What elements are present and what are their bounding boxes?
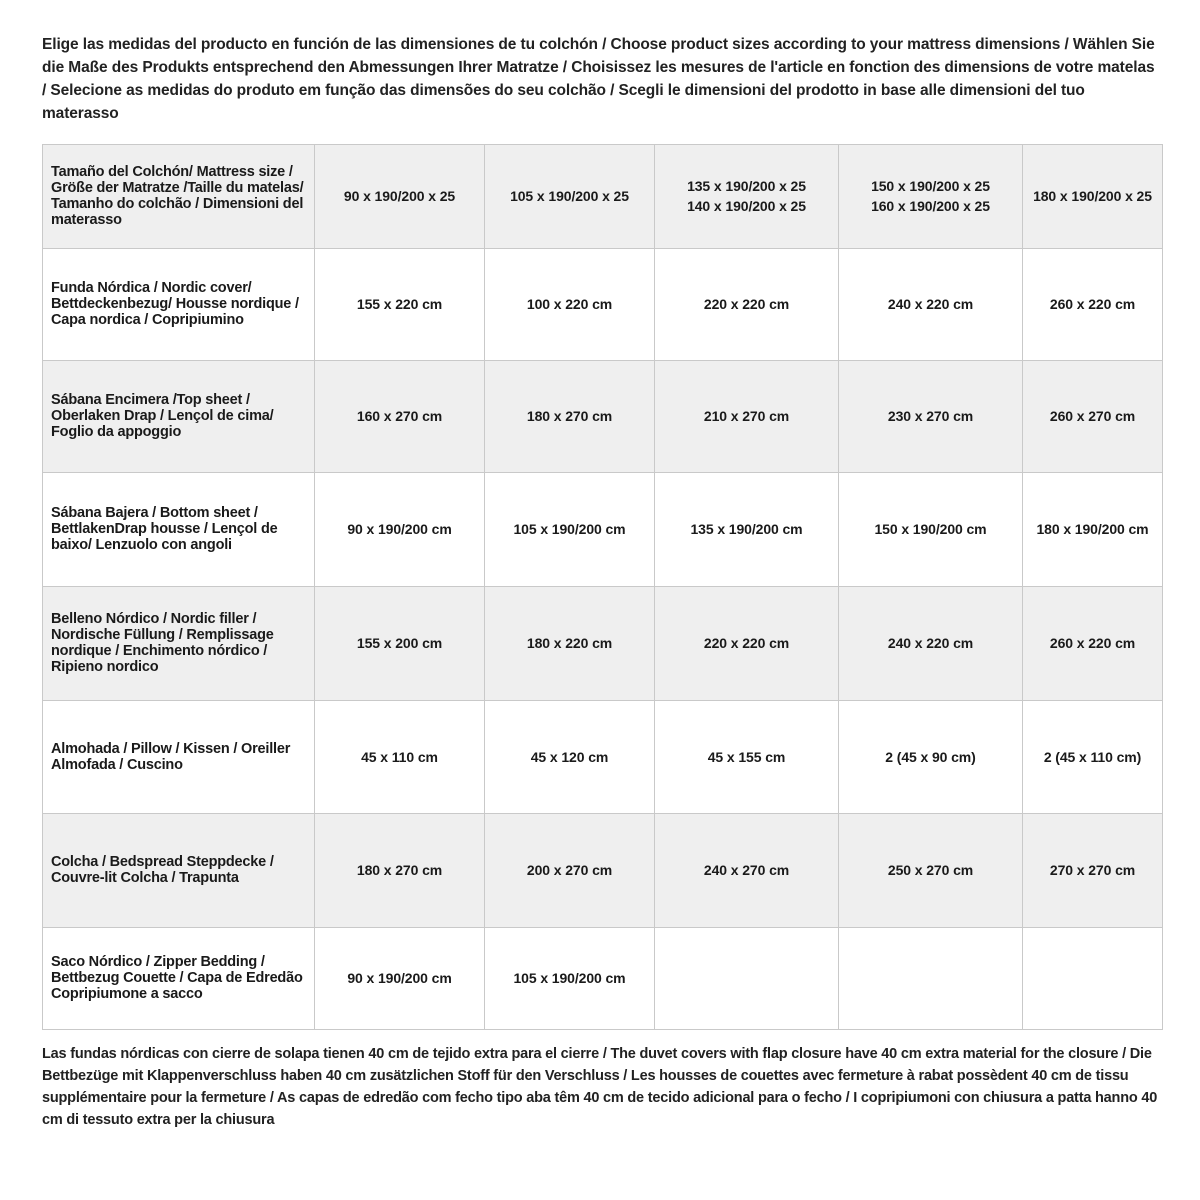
row-value: 155 x 200 cm [315,586,485,700]
row-value: 180 x 190/200 cm [1023,472,1163,586]
header-col-3-line1: 150 x 190/200 x 25 [871,177,990,194]
row-value: 200 x 270 cm [485,813,655,927]
row-value: 155 x 220 cm [315,248,485,360]
intro-text: Elige las medidas del producto en función de las dimensiones de tu colchón / Choose product sizes according to your mattress dimensions / Wählen Sie die Maße des Produkts entsprechend den Abmessungen Ihrer Matratze / Choisissez les mesures de l'article en fonction des dimensions de votre matelas / Selecione as medidas do produto em função das dimensões do seu colchão / Scegli le dimensioni del prodotto in base alle dimensioni del tuo materasso [42,36,1155,122]
row-value [655,927,839,1029]
row-value: 180 x 270 cm [315,813,485,927]
row-value: 150 x 190/200 cm [839,472,1023,586]
header-col-1 [485,144,655,248]
header-col-2-line1: 135 x 190/200 x 25 [687,177,806,194]
header-label: Tamaño del Colchón/ Mattress size / Größe der Matratze /Taille du matelas/ Tamanho do colchão / Dimensioni del materasso [43,144,315,248]
row-label: Sábana Bajera / Bottom sheet / BettlakenDrap housse / Lençol de baixo/ Lenzuolo con angoli [43,472,315,586]
table-row [43,472,1163,586]
row-value: 135 x 190/200 cm [655,472,839,586]
row-label: Sábana Encimera /Top sheet / Oberlaken Drap / Lençol de cima/ Foglio da appoggio [43,360,315,472]
table-row [43,360,1163,472]
table-header-row [43,144,1163,248]
row-value: 250 x 270 cm [839,813,1023,927]
row-value: 2 (45 x 90 cm) [839,700,1023,813]
row-value: 260 x 220 cm [1023,586,1163,700]
row-value [1023,927,1163,1029]
row-value: 240 x 220 cm [839,586,1023,700]
header-col-3-line2: 160 x 190/200 x 25 [871,198,990,215]
table-row [43,248,1163,360]
row-label: Almohada / Pillow / Kissen / Oreiller Almofada / Cuscino [43,700,315,813]
row-value: 240 x 270 cm [655,813,839,927]
row-value: 90 x 190/200 cm [315,472,485,586]
row-value: 45 x 155 cm [655,700,839,813]
row-value: 230 x 270 cm [839,360,1023,472]
row-label: Saco Nórdico / Zipper Bedding / Bettbezug Couette / Capa de Edredão Copripiumone a sacco [43,927,315,1029]
row-label: Belleno Nórdico / Nordic filler / Nordische Füllung / Remplissage nordique / Enchimento nórdico / Ripieno nordico [43,586,315,700]
table-row [43,813,1163,927]
row-value: 180 x 270 cm [485,360,655,472]
row-value: 260 x 270 cm [1023,360,1163,472]
row-value: 2 (45 x 110 cm) [1023,700,1163,813]
table-row [43,700,1163,813]
header-col-3 [839,144,1023,248]
header-col-0 [315,144,485,248]
row-value: 90 x 190/200 cm [315,927,485,1029]
header-col-4-line1: 180 x 190/200 x 25 [1033,188,1152,205]
row-value: 105 x 190/200 cm [485,472,655,586]
table-row [43,927,1163,1029]
row-value: 105 x 190/200 cm [485,927,655,1029]
row-value: 210 x 270 cm [655,360,839,472]
row-value: 260 x 220 cm [1023,248,1163,360]
header-col-1-line1: 105 x 190/200 x 25 [510,188,629,205]
header-col-4 [1023,144,1163,248]
header-col-0-line1: 90 x 190/200 x 25 [343,188,456,205]
footnote-text: Las fundas nórdicas con cierre de solapa tienen 40 cm de tejido extra para el cierre / The duvet covers with flap closure have 40 cm extra material for the closure / Die Bettbezüge mit Klappenverschluss haben 40 cm zusätzlichen Stoff für den Verschluss / Les housses de couettes avec fermeture à rabat possèdent 40 cm de tissu supplémentaire pour la fermeture / As capas de edredão com fecho tipo aba têm 40 cm de tecido adicional para o fecho / I copripiumoni con chiusura a patta hanno 40 cm di tessuto extra per la chiusura [42,1045,1158,1128]
row-label: Funda Nórdica / Nordic cover/ Bettdeckenbezug/ Housse nordique / Capa nordica / Copripiumino [43,248,315,360]
row-value: 45 x 120 cm [485,700,655,813]
header-col-2 [655,144,839,248]
row-value: 100 x 220 cm [485,248,655,360]
row-label: Colcha / Bedspread Steppdecke / Couvre-lit Colcha / Trapunta [43,813,315,927]
row-value: 180 x 220 cm [485,586,655,700]
row-value: 45 x 110 cm [315,700,485,813]
header-col-2-line2: 140 x 190/200 x 25 [687,198,806,215]
table-row [43,586,1163,700]
row-value: 240 x 220 cm [839,248,1023,360]
row-value: 160 x 270 cm [315,360,485,472]
mattress-size-table [42,144,1163,1030]
row-value: 220 x 220 cm [655,586,839,700]
row-value: 270 x 270 cm [1023,813,1163,927]
row-value: 220 x 220 cm [655,248,839,360]
row-value [839,927,1023,1029]
